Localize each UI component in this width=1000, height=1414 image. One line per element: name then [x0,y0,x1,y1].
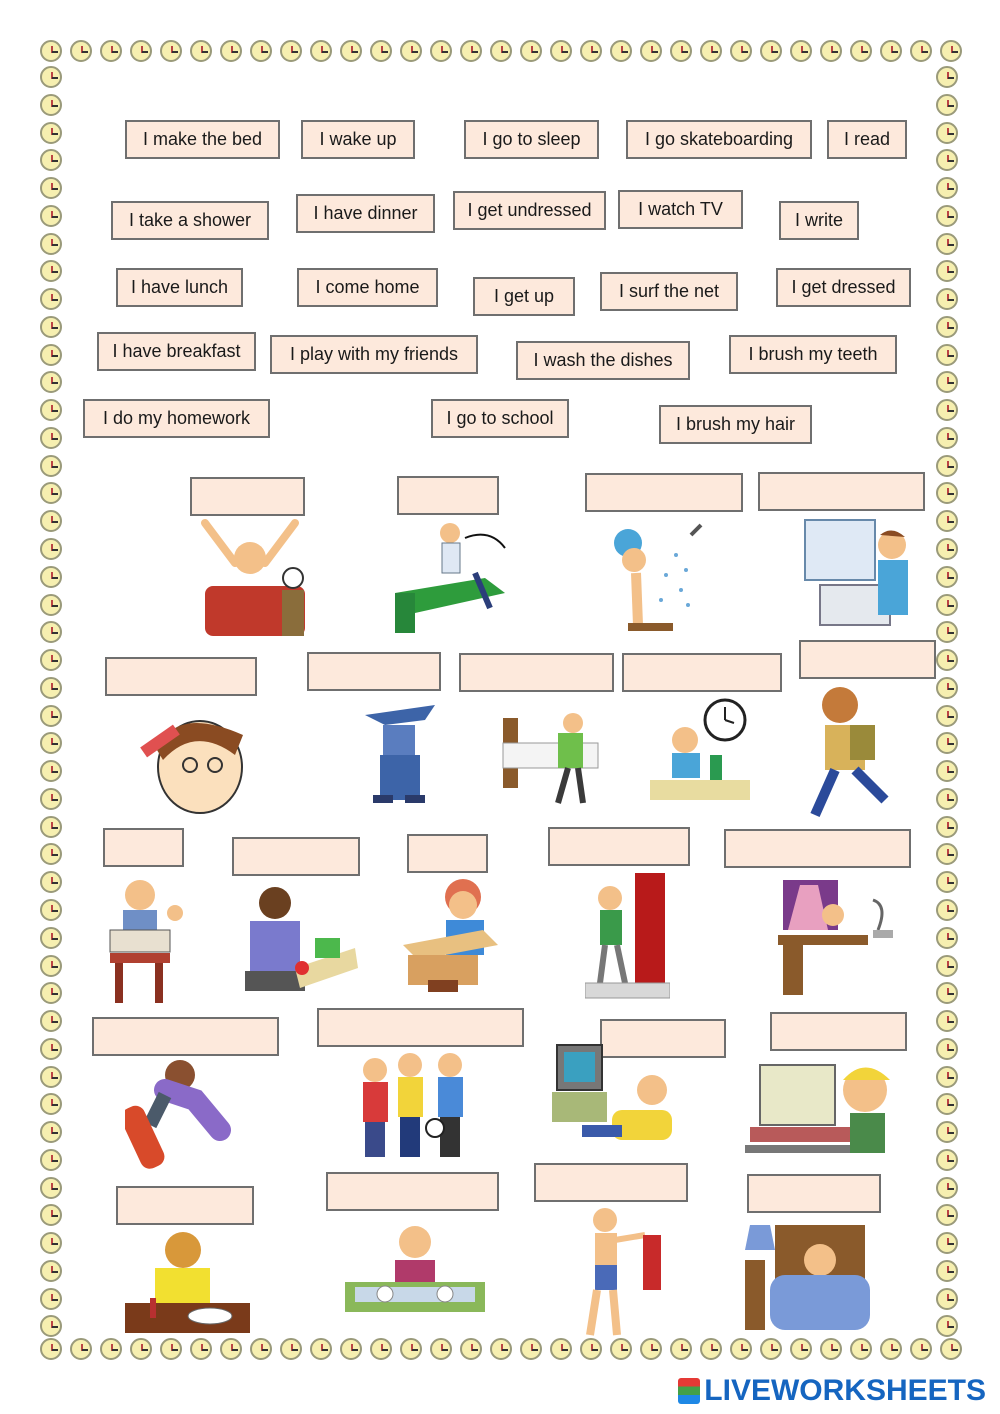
word-have-dinner[interactable]: I have dinner [296,194,435,233]
clock-icon [550,1338,572,1360]
writing-illustration [398,875,508,1000]
clock-icon [430,1338,452,1360]
word-go-to-sleep[interactable]: I go to sleep [464,120,599,159]
logo-text: LIVEWORKSHEETS [704,1374,986,1407]
answer-blank[interactable] [799,640,936,679]
clock-icon [936,1093,958,1115]
clock-icon [936,649,958,671]
clock-icon [820,40,842,62]
clock-icon [310,1338,332,1360]
clock-icon [400,40,422,62]
clock-icon [936,871,958,893]
answer-blank[interactable] [307,652,441,691]
clock-icon [190,40,212,62]
clock-icon [40,122,62,144]
clock-icon [250,1338,272,1360]
clock-icon [40,455,62,477]
clock-icon [460,1338,482,1360]
clock-icon [100,40,122,62]
go-to-school-illustration [805,680,895,820]
clock-icon [790,1338,812,1360]
clock-icon [40,760,62,782]
clock-icon [40,149,62,171]
clock-icon [40,982,62,1004]
get-undressed-illustration [555,1205,670,1340]
clock-icon [40,482,62,504]
clock-icon [40,205,62,227]
have-dinner-illustration [125,1228,250,1336]
clock-icon [40,344,62,366]
clock-icon [936,510,958,532]
clock-icon [40,1093,62,1115]
word-wash-dishes[interactable]: I wash the dishes [516,341,690,380]
clock-icon [40,538,62,560]
answer-blank[interactable] [326,1172,499,1211]
clock-icon [40,1066,62,1088]
clock-icon [100,1338,122,1360]
answer-blank[interactable] [758,472,925,511]
clock-icon [40,1010,62,1032]
word-read[interactable]: I read [827,120,907,159]
clock-icon [936,1121,958,1143]
watching-tv-illustration [552,1040,682,1160]
clock-icon [580,1338,602,1360]
word-write[interactable]: I write [779,201,859,240]
clock-icon [40,1149,62,1171]
clock-icon [40,899,62,921]
clock-icon [280,40,302,62]
clock-icon [936,177,958,199]
clock-icon [936,94,958,116]
clock-icon [340,40,362,62]
clock-icon [220,1338,242,1360]
clock-icon [400,1338,422,1360]
getting-dressed-illustration [355,700,445,810]
clock-icon [910,40,932,62]
clock-icon [40,566,62,588]
clock-icon [936,233,958,255]
clock-icon [310,40,332,62]
word-surf-net[interactable]: I surf the net [600,272,738,311]
clock-icon [640,40,662,62]
clock-icon [490,1338,512,1360]
clock-icon [936,482,958,504]
clock-icon [40,1338,62,1360]
clock-icon [936,594,958,616]
answer-blank[interactable] [534,1163,688,1202]
clock-icon [40,1177,62,1199]
getting-up-illustration [390,518,510,638]
word-take-shower[interactable]: I take a shower [111,201,269,240]
clock-icon [936,66,958,88]
clock-icon [40,1204,62,1226]
clock-icon [70,40,92,62]
clock-icon [40,1232,62,1254]
go-to-sleep-illustration [745,1215,870,1335]
clock-border-bottom [40,1338,962,1364]
word-get-undressed[interactable]: I get undressed [453,191,606,230]
clock-icon [936,982,958,1004]
surf-net-illustration [778,875,898,1000]
reading-illustration [105,875,190,1005]
clock-icon [936,1315,958,1337]
clock-icon [670,1338,692,1360]
clock-icon [40,40,62,62]
clock-icon [670,40,692,62]
have-lunch-illustration [240,883,360,998]
clock-icon [40,816,62,838]
clock-icon [490,40,512,62]
clock-icon [40,316,62,338]
word-play-with-friends[interactable]: I play with my friends [270,335,478,374]
answer-blank[interactable] [585,473,743,512]
word-go-to-school[interactable]: I go to school [431,399,569,438]
answer-blank[interactable] [190,477,305,516]
clock-icon [850,40,872,62]
clock-icon [160,1338,182,1360]
clock-icon [610,1338,632,1360]
clock-icon [936,899,958,921]
clock-icon [370,1338,392,1360]
word-get-dressed[interactable]: I get dressed [776,268,911,307]
clock-icon [936,677,958,699]
clock-icon [936,1010,958,1032]
clock-icon [936,122,958,144]
computer-illustration [745,1055,895,1160]
clock-icon [40,94,62,116]
clock-icon [220,40,242,62]
clock-icon [936,955,958,977]
clock-icon [40,1288,62,1310]
clock-icon [936,1177,958,1199]
clock-icon [550,40,572,62]
clock-icon [40,260,62,282]
answer-blank[interactable] [548,827,690,866]
answer-blank[interactable] [724,829,911,868]
answer-blank[interactable] [105,657,257,696]
waking-up-illustration [190,518,310,638]
clock-icon [760,40,782,62]
clock-icon [936,205,958,227]
answer-blank[interactable] [397,476,499,515]
clock-border-top [40,40,962,66]
clock-icon [40,621,62,643]
clock-icon [936,621,958,643]
answer-blank[interactable] [116,1186,254,1225]
clock-icon [520,1338,542,1360]
clock-icon [936,705,958,727]
clock-icon [40,843,62,865]
clock-icon [936,1260,958,1282]
clock-icon [40,288,62,310]
answer-blank[interactable] [232,837,360,876]
clock-icon [936,1232,958,1254]
clock-icon [936,1288,958,1310]
clock-icon [40,1315,62,1337]
clock-icon [936,760,958,782]
clock-icon [40,677,62,699]
answer-blank[interactable] [770,1012,907,1051]
clock-icon [936,427,958,449]
word-come-home[interactable]: I come home [297,268,438,307]
clock-icon [40,649,62,671]
clock-icon [700,40,722,62]
word-brush-teeth[interactable]: I brush my teeth [729,335,897,374]
word-do-homework[interactable]: I do my homework [83,399,270,438]
clock-icon [730,1338,752,1360]
clock-icon [40,1121,62,1143]
clock-icon [936,843,958,865]
clock-icon [40,177,62,199]
clock-icon [460,40,482,62]
making-bed-illustration [498,708,608,808]
clock-icon [130,40,152,62]
clock-icon [760,1338,782,1360]
brushing-hair-illustration [135,705,250,815]
word-brush-hair[interactable]: I brush my hair [659,405,812,444]
clock-icon [40,510,62,532]
clock-icon [280,1338,302,1360]
clock-icon [40,371,62,393]
clock-icon [936,1066,958,1088]
clock-icon [936,316,958,338]
clock-icon [40,1038,62,1060]
washing-dishes-illustration [345,1222,485,1332]
playing-with-friends-illustration [355,1050,480,1165]
skateboarding-illustration [125,1055,245,1175]
answer-blank[interactable] [317,1008,524,1047]
answer-blank[interactable] [407,834,488,873]
clock-icon [936,1149,958,1171]
answer-blank[interactable] [92,1017,279,1056]
logo-icon [678,1378,700,1404]
clock-icon [40,955,62,977]
clock-icon [936,816,958,838]
come-home-illustration [585,868,670,1003]
clock-icon [936,371,958,393]
brushing-teeth-illustration [800,515,915,630]
word-wake-up[interactable]: I wake up [301,120,415,159]
clock-icon [160,40,182,62]
clock-icon [40,871,62,893]
clock-icon [70,1338,92,1360]
clock-icon [936,344,958,366]
clock-border-left [40,66,66,1338]
clock-icon [40,233,62,255]
clock-icon [580,40,602,62]
clock-icon [610,40,632,62]
clock-icon [40,399,62,421]
answer-blank[interactable] [747,1174,881,1213]
clock-icon [250,40,272,62]
clock-icon [40,788,62,810]
word-watch-tv[interactable]: I watch TV [618,190,743,229]
clock-icon [130,1338,152,1360]
answer-blank[interactable] [459,653,614,692]
word-get-up[interactable]: I get up [473,277,575,316]
clock-border-right [936,66,962,1338]
answer-blank[interactable] [103,828,184,867]
clock-icon [936,1204,958,1226]
clock-icon [40,66,62,88]
clock-icon [936,1038,958,1060]
word-go-skateboarding[interactable]: I go skateboarding [626,120,812,159]
clock-icon [880,1338,902,1360]
clock-icon [520,40,542,62]
clock-icon [910,1338,932,1360]
clock-icon [820,1338,842,1360]
clock-icon [936,288,958,310]
clock-icon [936,260,958,282]
clock-icon [936,399,958,421]
clock-icon [40,705,62,727]
clock-icon [40,594,62,616]
clock-icon [936,566,958,588]
clock-icon [936,538,958,560]
clock-icon [940,1338,962,1360]
clock-icon [936,455,958,477]
clock-icon [790,40,812,62]
clock-icon [936,149,958,171]
word-have-breakfast[interactable]: I have breakfast [97,332,256,371]
clock-icon [850,1338,872,1360]
clock-icon [730,40,752,62]
clock-icon [370,40,392,62]
clock-icon [880,40,902,62]
clock-icon [640,1338,662,1360]
clock-icon [340,1338,362,1360]
word-make-bed[interactable]: I make the bed [125,120,280,159]
clock-icon [940,40,962,62]
shower-illustration [606,515,716,640]
clock-icon [40,1260,62,1282]
clock-icon [936,732,958,754]
clock-icon [936,927,958,949]
clock-icon [700,1338,722,1360]
clock-icon [40,927,62,949]
clock-icon [190,1338,212,1360]
clock-icon [40,732,62,754]
answer-blank[interactable] [622,653,782,692]
word-have-lunch[interactable]: I have lunch [116,268,243,307]
clock-icon [430,40,452,62]
liveworksheets-logo [678,1374,986,1408]
breakfast-illustration [650,695,750,805]
clock-icon [40,427,62,449]
clock-icon [936,788,958,810]
